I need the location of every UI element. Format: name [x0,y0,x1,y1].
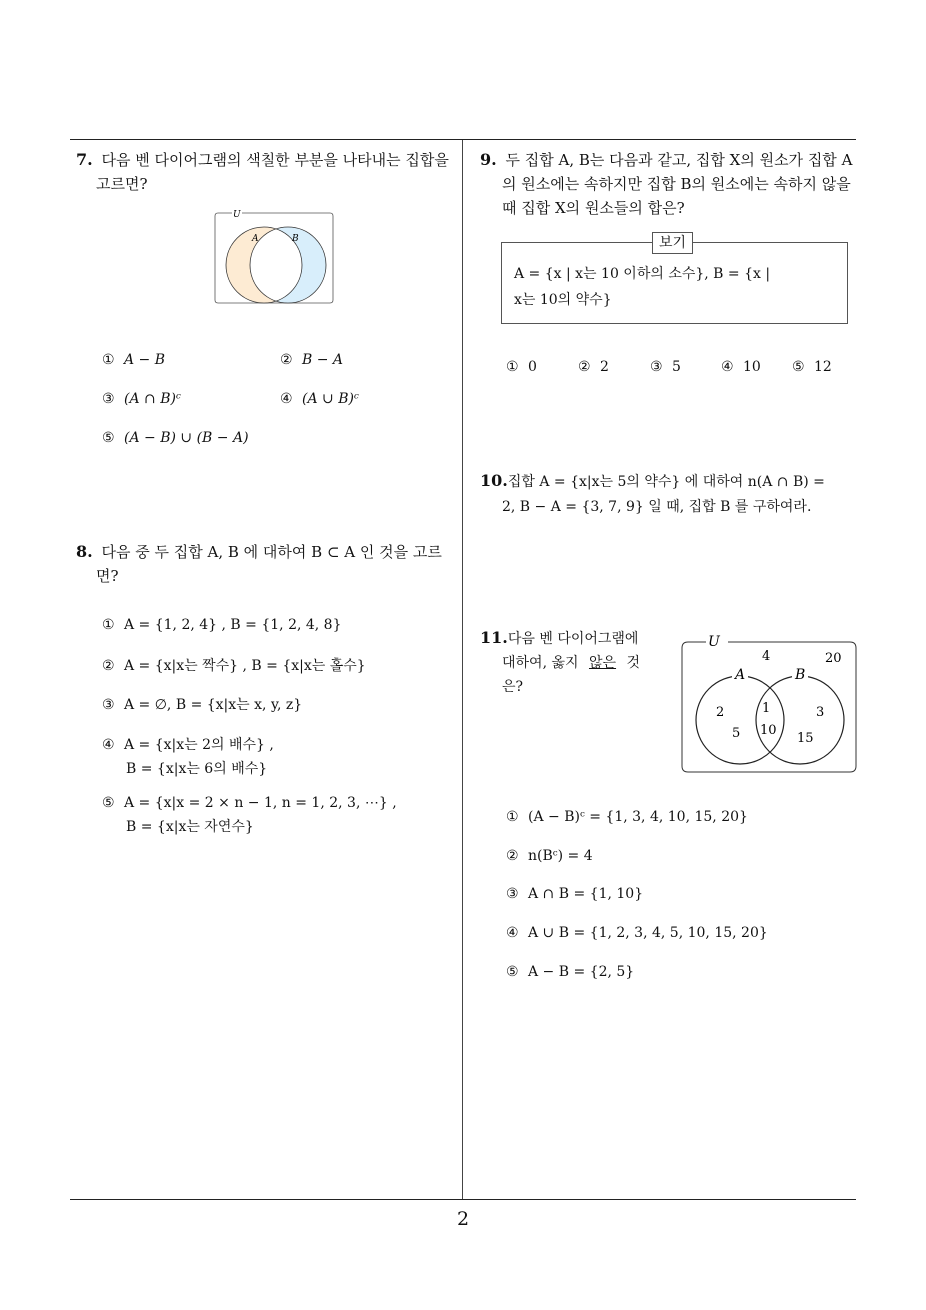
choice-text: 0 [528,359,537,375]
element-b-only: 3 [816,705,825,720]
choice-mark: ③ [650,359,663,375]
choice-text: A = {1, 2, 4} , B = {1, 2, 4, 8} [124,617,342,633]
choice-text-continued: B = {x|x는 자연수} [126,819,254,835]
choice-1[interactable] [102,617,342,633]
choice-mark: ③ [506,886,519,902]
bogi-box [501,235,848,324]
choice-text: 5 [672,359,681,375]
question-text-line: 대하여, 옳지 [502,655,579,671]
choice-text: 12 [814,359,832,375]
choice-1[interactable] [506,809,748,825]
choice-text: (A − B)ᶜ = {1, 3, 4, 10, 15, 20} [528,809,748,825]
element-intersection: 1 [762,701,771,716]
question-text-line: 것 [626,655,641,671]
element-outside: 20 [825,651,842,666]
choice-4[interactable] [280,391,359,407]
choice-2[interactable] [578,359,609,375]
choice-text: A = {x|x는 2의 배수} , [124,737,274,753]
set-b-circle [756,676,844,764]
choice-4[interactable] [102,733,274,781]
choice-5[interactable] [102,430,249,446]
choice-text: B − A [302,352,344,368]
question-8 [76,540,442,588]
choice-text: A = ∅, B = {x|x는 x, y, z} [124,697,303,713]
question-number: 8. [76,542,93,561]
choice-mark: ⑤ [792,359,805,375]
choice-text: A = {x|x는 짝수} , B = {x|x는 홀수} [124,658,366,674]
question-number: 10. [480,471,508,490]
question-text-line: 다음 벤 다이어그램에 [507,631,639,647]
element-outside: 4 [762,649,771,664]
universe-label: U [233,210,241,220]
choice-text: 2 [600,359,609,375]
bottom-rule [70,1199,856,1200]
universe-label: U [708,634,720,650]
question-text-line: 다음 중 두 집합 A, B 에 대하여 B ⊂ A 인 것을 고르 [101,543,442,561]
question-text-line: 면? [96,567,119,585]
set-a-circle [696,676,784,764]
column-divider [462,140,463,1199]
question-11 [480,626,640,699]
bogi-text [514,261,770,313]
question-text-line: 2, B − A = {3, 7, 9} 일 때, 집합 B 를 구하여라. [502,499,812,515]
question-text-line: 집합 A = {x|x는 5의 약수} 에 대하여 n(A ∩ B) = [507,474,825,490]
choice-text: A ∪ B = {1, 2, 3, 4, 5, 10, 15, 20} [528,925,768,941]
question-9 [480,148,852,220]
element-a-only: 2 [716,705,725,720]
set-a-label: A [735,667,746,683]
choice-mark: ③ [102,391,115,407]
element-a-only: 5 [732,726,741,741]
venn-diagram-q7 [212,208,340,308]
choice-mark: ① [102,617,115,633]
choice-mark: ① [506,809,519,825]
question-text-line: 은? [502,679,524,695]
top-rule [70,139,856,140]
choice-1[interactable] [506,359,537,375]
choice-mark: ① [506,359,519,375]
choice-text: A − B = {2, 5} [528,964,635,980]
choice-text: 10 [743,359,761,375]
choice-text-continued: B = {x|x는 6의 배수} [126,761,268,777]
choice-mark: ⑤ [506,964,519,980]
set-b-label: B [292,234,299,244]
choice-4[interactable] [506,925,768,941]
element-b-only: 15 [797,731,814,746]
choice-1[interactable] [102,352,165,368]
choice-text: (A ∩ B)ᶜ [124,391,181,407]
bogi-label: 보기 [652,232,693,254]
choice-mark: ② [578,359,591,375]
question-number: 9. [480,150,497,169]
choice-4[interactable] [721,359,761,375]
question-text-line: 의 원소에는 속하지만 집합 B의 원소에는 속하지 않을 [502,175,851,193]
choice-mark: ④ [506,925,519,941]
question-10 [480,469,825,519]
choice-2[interactable] [280,352,343,368]
question-text-line: 때 집합 X의 원소들의 합은? [502,199,685,217]
choice-mark: ④ [280,391,293,407]
set-b-label: B [795,667,806,683]
choice-3[interactable] [506,886,643,902]
choice-mark: ① [102,352,115,368]
choice-3[interactable] [650,359,681,375]
question-7 [76,148,449,196]
choice-mark: ③ [102,697,115,713]
choice-text: (A − B) ∪ (B − A) [124,430,249,446]
choice-mark: ② [506,848,519,864]
question-text-line: 두 집합 A, B는 다음과 같고, 집합 X의 원소가 집합 A [505,151,853,169]
choice-mark: ⑤ [102,430,115,446]
choice-3[interactable] [102,694,302,714]
element-intersection: 10 [760,723,777,738]
choice-3[interactable] [102,391,181,407]
question-number: 7. [76,150,93,169]
choice-text: A = {x|x = 2 × n − 1, n = 1, 2, 3, ⋯} , [124,795,397,811]
choice-mark: ④ [721,359,734,375]
choice-5[interactable] [506,964,634,980]
choice-text: A ∩ B = {1, 10} [528,886,644,902]
choice-mark: ② [102,658,115,674]
underlined-word: 않은 [588,655,617,671]
choice-2[interactable] [506,848,593,864]
question-text-line: 다음 벤 다이어그램의 색칠한 부분을 나타내는 집합을 [101,151,449,169]
choice-mark: ② [280,352,293,368]
choice-mark: ⑤ [102,795,115,811]
choice-text: (A ∪ B)ᶜ [302,391,359,407]
set-a-label: A [252,234,259,244]
question-number: 11. [480,628,508,647]
question-text-line: 고르면? [96,175,148,193]
choice-mark: ④ [102,737,115,753]
page-number: 2 [456,1208,470,1230]
choice-text: n(Bᶜ) = 4 [528,848,593,864]
bogi-line: x는 10의 약수} [514,292,612,308]
choice-5[interactable] [102,791,397,839]
choice-text: A − B [124,352,166,368]
bogi-line: A = {x | x는 10 이하의 소수}, B = {x | [514,266,771,282]
choice-5[interactable] [792,359,832,375]
choice-2[interactable] [102,655,366,675]
venn-diagram-q11 [680,632,860,776]
